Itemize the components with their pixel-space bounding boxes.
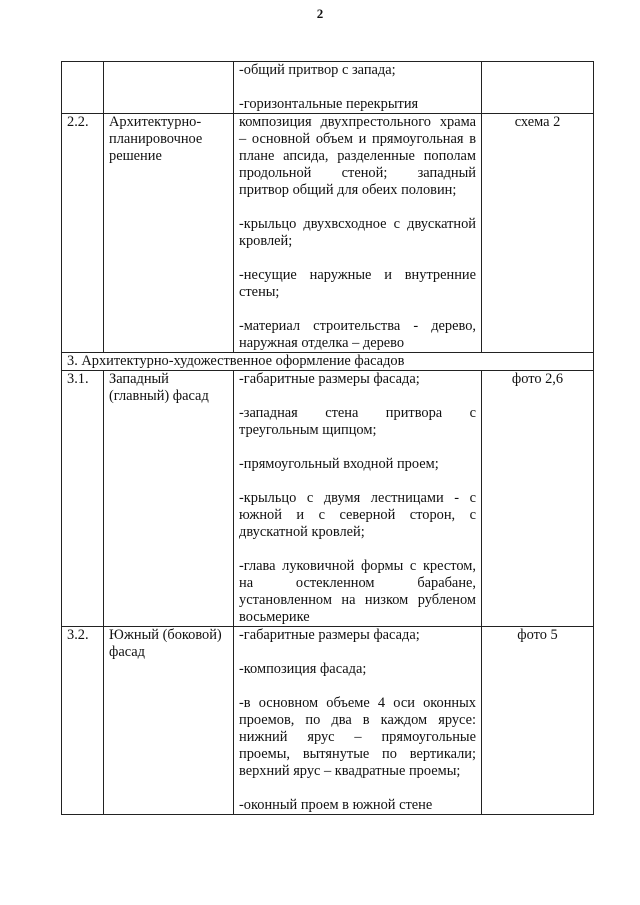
item-reference: схема 2 [482,114,594,353]
description-line: -габаритные размеры фасада; [239,627,420,643]
item-reference: фото 5 [482,627,594,815]
table-row [62,114,594,353]
description-line: -прямоугольный входной проем; [239,456,439,472]
item-number: 3.1. [62,371,104,627]
description-line: -оконный проем в южной стене [239,797,433,813]
item-description [234,62,482,114]
page-number: 2 [316,6,324,21]
item-reference [482,62,594,114]
table-row [62,62,594,114]
item-name: Архитектурно-планировочное решение [104,114,234,353]
section-title: 3. Архитектурно-художественное оформление фасадов [62,353,594,371]
description-line: -материал строительства - дерево, наружная отделка – дерево [239,318,476,351]
item-reference: фото 2,6 [482,371,594,627]
section-row [62,353,594,371]
table-row [62,627,594,815]
description-line: -несущие наружные и внутренние стены; [239,267,476,300]
item-name [104,62,234,114]
item-description [234,627,482,815]
description-line: -глава луковичной формы с крестом, на остекленном барабане, установленном на низком рубленом восьмерике [239,558,476,625]
features-table [61,61,594,815]
item-number: 2.2. [62,114,104,353]
item-number: 3.2. [62,627,104,815]
description-line: -западная стена притвора с треугольным щипцом; [239,405,476,438]
description-line: -крыльцо двухвсходное с двускатной кровлей; [239,216,476,249]
table-body [62,62,594,815]
description-line: -композиция фасада; [239,661,367,677]
item-name: Южный (боковой) фасад [104,627,234,815]
item-description [234,371,482,627]
description-line: -в основном объеме 4 оси оконных проемов, по два в каждом ярусе: нижний ярус – прямоугольные проемы, вытянутые по вертикали; верхний ярус – квадратные проемы; [239,695,476,779]
description-line: -общий притвор с запада; [239,62,396,78]
description-line: -габаритные размеры фасада; [239,371,420,387]
item-name: Западный (главный) фасад [104,371,234,627]
description-line: -крыльцо с двумя лестницами - с южной и с северной сторон, с двускатной кровлей; [239,490,476,540]
description-line: -горизонтальные перекрытия [239,96,419,112]
item-description [234,114,482,353]
description-line: композиция двухпрестольного храма – основной объем и прямоугольная в плане апсида, разделенные пополам продольной стеной; западный притвор общий для обеих половин; [239,114,476,198]
item-number [62,62,104,114]
table-row [62,371,594,627]
